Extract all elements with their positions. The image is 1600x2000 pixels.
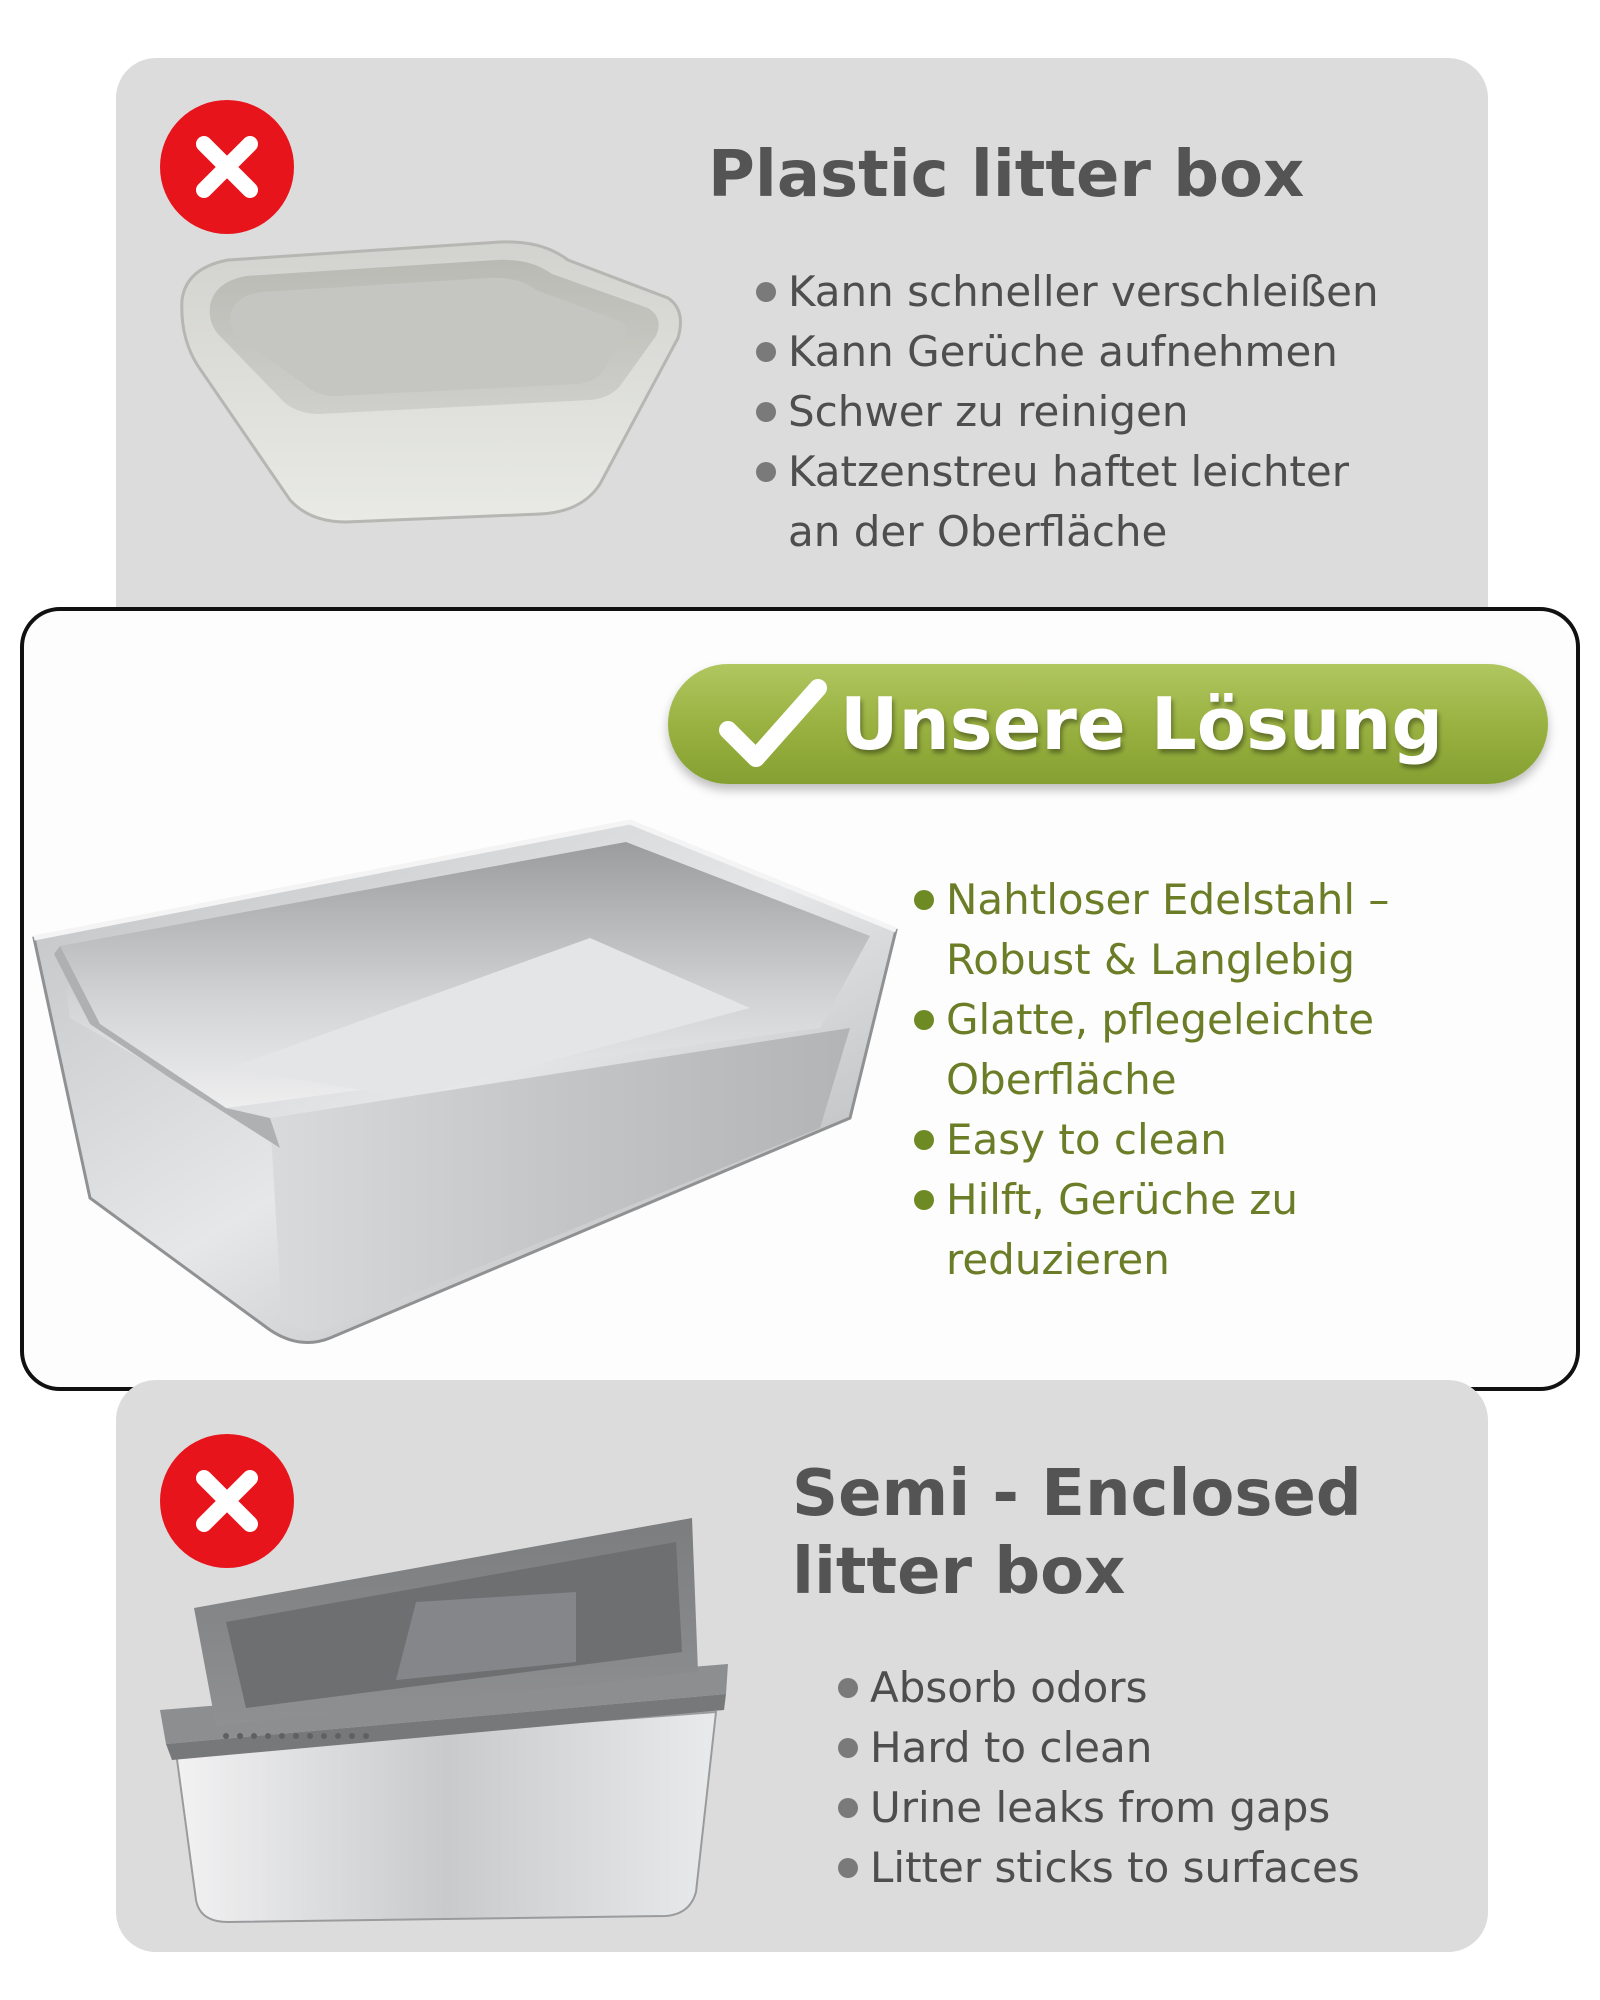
list-item: Kann schneller verschleißen bbox=[750, 262, 1379, 322]
plastic-drawbacks-list bbox=[750, 262, 1379, 562]
solution-benefits-list bbox=[908, 870, 1389, 1290]
plastic-title: Plastic litter box bbox=[708, 138, 1305, 212]
list-item: Oberfläche bbox=[946, 1055, 1177, 1104]
check-icon bbox=[718, 678, 828, 770]
semi-enclosed-drawbacks-list bbox=[832, 1658, 1360, 1898]
list-item: Katzenstreu haftet leichter bbox=[750, 442, 1379, 502]
stainless-litter-box-image bbox=[30, 818, 910, 1358]
plastic-litter-box-image bbox=[170, 238, 690, 528]
list-item: Urine leaks from gaps bbox=[832, 1778, 1360, 1838]
list-item: Absorb odors bbox=[832, 1658, 1360, 1718]
semi-enclosed-litter-box-image bbox=[156, 1512, 736, 1932]
semi-enclosed-title-line-1: Semi - Enclosed bbox=[792, 1457, 1362, 1531]
semi-enclosed-title bbox=[792, 1455, 1362, 1611]
list-item: Hilft, Gerüche zu bbox=[908, 1170, 1389, 1230]
list-item: reduzieren bbox=[946, 1235, 1170, 1284]
list-item: Glatte, pflegeleichte bbox=[908, 990, 1389, 1050]
solution-badge bbox=[668, 664, 1548, 784]
solution-label: Unsere Lösung bbox=[840, 682, 1444, 766]
list-item: Nahtloser Edelstahl – bbox=[908, 870, 1389, 930]
list-item: Schwer zu reinigen bbox=[750, 382, 1379, 442]
list-item: Easy to clean bbox=[908, 1110, 1389, 1170]
close-icon bbox=[160, 100, 294, 234]
list-item: Robust & Langlebig bbox=[946, 935, 1355, 984]
list-item: Hard to clean bbox=[832, 1718, 1360, 1778]
list-item: an der Oberfläche bbox=[788, 507, 1168, 556]
semi-enclosed-title-line-2: litter box bbox=[792, 1535, 1126, 1609]
list-item: Litter sticks to surfaces bbox=[832, 1838, 1360, 1898]
list-item: Kann Gerüche aufnehmen bbox=[750, 322, 1379, 382]
